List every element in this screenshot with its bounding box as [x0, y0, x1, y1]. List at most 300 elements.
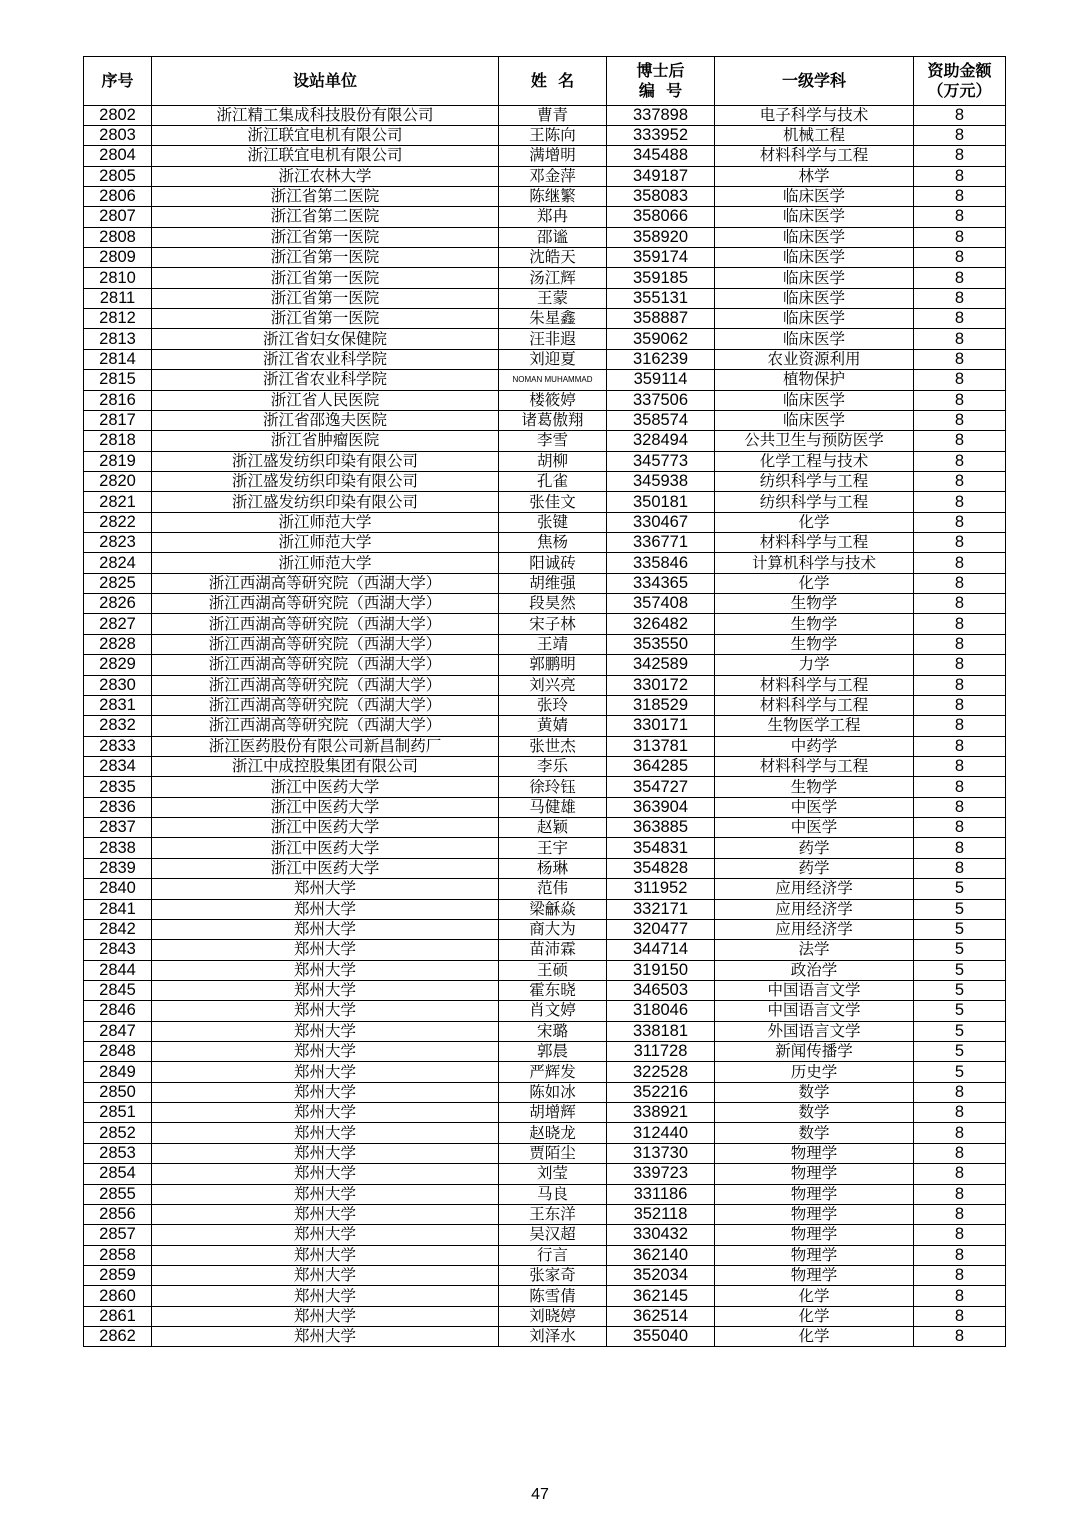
- cell-discipline: 中药学: [715, 736, 914, 756]
- cell-seq: 2852: [84, 1123, 152, 1143]
- cell-unit: 浙江省邵逸夫医院: [152, 410, 499, 430]
- cell-seq: 2825: [84, 573, 152, 593]
- cell-name: 王东洋: [499, 1204, 607, 1224]
- cell-seq: 2855: [84, 1184, 152, 1204]
- table-row: [84, 960, 1006, 980]
- table-row: [84, 695, 1006, 715]
- table-row: [84, 797, 1006, 817]
- cell-unit: 郑州大学: [152, 1143, 499, 1163]
- cell-postdoc-id: 353550: [607, 634, 715, 654]
- table-row: [84, 655, 1006, 675]
- table-row: [84, 1306, 1006, 1326]
- cell-seq: 2856: [84, 1204, 152, 1224]
- cell-seq: 2822: [84, 512, 152, 532]
- cell-amount: 8: [914, 1306, 1006, 1326]
- cell-postdoc-id: 362140: [607, 1245, 715, 1265]
- cell-name: 范伟: [499, 879, 607, 899]
- cell-discipline: 材料科学与工程: [715, 675, 914, 695]
- cell-postdoc-id: 358083: [607, 186, 715, 206]
- cell-unit: 浙江联宜电机有限公司: [152, 125, 499, 145]
- cell-seq: 2808: [84, 227, 152, 247]
- cell-seq: 2858: [84, 1245, 152, 1265]
- cell-amount: 5: [914, 1001, 1006, 1021]
- cell-seq: 2802: [84, 105, 152, 125]
- table-row: [84, 1001, 1006, 1021]
- cell-amount: 8: [914, 533, 1006, 553]
- cell-seq: 2821: [84, 492, 152, 512]
- cell-name: 杨琳: [499, 858, 607, 878]
- cell-amount: 5: [914, 980, 1006, 1000]
- cell-amount: 8: [914, 695, 1006, 715]
- cell-discipline: 化学: [715, 573, 914, 593]
- cell-postdoc-id: 311952: [607, 879, 715, 899]
- cell-amount: 8: [914, 1103, 1006, 1123]
- header-amount-line2: （万元）: [927, 80, 992, 100]
- cell-amount: 8: [914, 736, 1006, 756]
- cell-discipline: 应用经济学: [715, 879, 914, 899]
- table-row: [84, 634, 1006, 654]
- table-row: [84, 716, 1006, 736]
- cell-seq: 2823: [84, 533, 152, 553]
- cell-unit: 浙江西湖高等研究院（西湖大学）: [152, 573, 499, 593]
- cell-postdoc-id: 359062: [607, 329, 715, 349]
- cell-postdoc-id: 358574: [607, 410, 715, 430]
- header-name: 姓 名: [499, 57, 607, 106]
- cell-unit: 浙江中医药大学: [152, 858, 499, 878]
- cell-amount: 8: [914, 838, 1006, 858]
- cell-seq: 2832: [84, 716, 152, 736]
- header-discipline: 一级学科: [715, 57, 914, 106]
- cell-seq: 2805: [84, 166, 152, 186]
- cell-postdoc-id: 330172: [607, 675, 715, 695]
- cell-seq: 2812: [84, 309, 152, 329]
- cell-postdoc-id: 345773: [607, 451, 715, 471]
- cell-name: 王靖: [499, 634, 607, 654]
- cell-name: 黄婧: [499, 716, 607, 736]
- cell-discipline: 物理学: [715, 1265, 914, 1285]
- cell-name: 赵晓龙: [499, 1123, 607, 1143]
- cell-amount: 8: [914, 757, 1006, 777]
- cell-unit: 郑州大学: [152, 1062, 499, 1082]
- cell-discipline: 力学: [715, 655, 914, 675]
- cell-unit: 浙江师范大学: [152, 512, 499, 532]
- cell-name: 刘晓婷: [499, 1306, 607, 1326]
- cell-postdoc-id: 342589: [607, 655, 715, 675]
- cell-amount: 8: [914, 594, 1006, 614]
- page-number: 47: [531, 1486, 549, 1503]
- cell-seq: 2817: [84, 410, 152, 430]
- cell-unit: 郑州大学: [152, 1164, 499, 1184]
- cell-unit: 郑州大学: [152, 1123, 499, 1143]
- cell-postdoc-id: 352216: [607, 1082, 715, 1102]
- cell-amount: 8: [914, 227, 1006, 247]
- cell-seq: 2811: [84, 288, 152, 308]
- table-row: [84, 125, 1006, 145]
- cell-unit: 浙江省第一医院: [152, 227, 499, 247]
- cell-postdoc-id: 358887: [607, 309, 715, 329]
- cell-name: 满增明: [499, 146, 607, 166]
- cell-unit: 郑州大学: [152, 1021, 499, 1041]
- cell-discipline: 材料科学与工程: [715, 146, 914, 166]
- cell-seq: 2843: [84, 940, 152, 960]
- cell-discipline: 药学: [715, 838, 914, 858]
- table-row: [84, 573, 1006, 593]
- cell-discipline: 林学: [715, 166, 914, 186]
- cell-discipline: 材料科学与工程: [715, 695, 914, 715]
- cell-postdoc-id: 328494: [607, 431, 715, 451]
- cell-unit: 浙江西湖高等研究院（西湖大学）: [152, 655, 499, 675]
- cell-seq: 2834: [84, 757, 152, 777]
- cell-seq: 2816: [84, 390, 152, 410]
- table-row: [84, 268, 1006, 288]
- cell-amount: 8: [914, 818, 1006, 838]
- cell-discipline: 应用经济学: [715, 919, 914, 939]
- cell-amount: 5: [914, 940, 1006, 960]
- cell-unit: 浙江省农业科学院: [152, 370, 499, 390]
- cell-discipline: 政治学: [715, 960, 914, 980]
- cell-unit: 浙江省肿瘤医院: [152, 431, 499, 451]
- table-row: [84, 553, 1006, 573]
- cell-unit: 郑州大学: [152, 1103, 499, 1123]
- cell-unit: 浙江西湖高等研究院（西湖大学）: [152, 614, 499, 634]
- cell-amount: 8: [914, 471, 1006, 491]
- cell-discipline: 生物学: [715, 614, 914, 634]
- cell-name: 曹青: [499, 105, 607, 125]
- cell-unit: 浙江师范大学: [152, 533, 499, 553]
- cell-name: 肖文婷: [499, 1001, 607, 1021]
- table-row: [84, 980, 1006, 1000]
- cell-postdoc-id: 312440: [607, 1123, 715, 1143]
- cell-unit: 郑州大学: [152, 1184, 499, 1204]
- cell-amount: 8: [914, 512, 1006, 532]
- cell-seq: 2854: [84, 1164, 152, 1184]
- cell-seq: 2813: [84, 329, 152, 349]
- cell-name: 诸葛傲翔: [499, 410, 607, 430]
- cell-amount: 8: [914, 675, 1006, 695]
- cell-postdoc-id: 358920: [607, 227, 715, 247]
- cell-amount: 8: [914, 858, 1006, 878]
- cell-unit: 郑州大学: [152, 1245, 499, 1265]
- cell-postdoc-id: 330432: [607, 1225, 715, 1245]
- cell-seq: 2803: [84, 125, 152, 145]
- cell-discipline: 材料科学与工程: [715, 757, 914, 777]
- table-row: [84, 288, 1006, 308]
- cell-postdoc-id: 338921: [607, 1103, 715, 1123]
- cell-seq: 2837: [84, 818, 152, 838]
- cell-unit: 浙江盛发纺织印染有限公司: [152, 451, 499, 471]
- cell-seq: 2818: [84, 431, 152, 451]
- cell-amount: 8: [914, 451, 1006, 471]
- cell-unit: 郑州大学: [152, 899, 499, 919]
- cell-unit: 浙江中医药大学: [152, 838, 499, 858]
- cell-amount: 8: [914, 1327, 1006, 1347]
- cell-name: 陈雪倩: [499, 1286, 607, 1306]
- cell-name: 马健雄: [499, 797, 607, 817]
- cell-seq: 2862: [84, 1327, 152, 1347]
- cell-amount: 8: [914, 1286, 1006, 1306]
- table-row: [84, 410, 1006, 430]
- cell-name: 宋璐: [499, 1021, 607, 1041]
- cell-name: NOMAN MUHAMMAD: [499, 370, 607, 390]
- cell-name: 汪非遐: [499, 329, 607, 349]
- cell-discipline: 物理学: [715, 1225, 914, 1245]
- cell-discipline: 物理学: [715, 1143, 914, 1163]
- table-body: [84, 105, 1006, 1347]
- cell-postdoc-id: 354828: [607, 858, 715, 878]
- cell-postdoc-id: 333952: [607, 125, 715, 145]
- cell-unit: 浙江省人民医院: [152, 390, 499, 410]
- cell-seq: 2847: [84, 1021, 152, 1041]
- cell-name: 焦杨: [499, 533, 607, 553]
- table-row: [84, 919, 1006, 939]
- cell-seq: 2838: [84, 838, 152, 858]
- table-row: [84, 757, 1006, 777]
- cell-amount: 8: [914, 207, 1006, 227]
- cell-name: 刘迎夏: [499, 349, 607, 369]
- cell-postdoc-id: 363904: [607, 797, 715, 817]
- cell-amount: 8: [914, 166, 1006, 186]
- cell-seq: 2830: [84, 675, 152, 695]
- table-row: [84, 1062, 1006, 1082]
- cell-discipline: 中医学: [715, 797, 914, 817]
- cell-unit: 浙江精工集成科技股份有限公司: [152, 105, 499, 125]
- table-row: [84, 248, 1006, 268]
- table-row: [84, 675, 1006, 695]
- cell-unit: 郑州大学: [152, 1001, 499, 1021]
- cell-seq: 2842: [84, 919, 152, 939]
- cell-name: 邵谧: [499, 227, 607, 247]
- cell-postdoc-id: 352118: [607, 1204, 715, 1224]
- table-row: [84, 818, 1006, 838]
- cell-seq: 2844: [84, 960, 152, 980]
- cell-unit: 郑州大学: [152, 1306, 499, 1326]
- cell-postdoc-id: 354727: [607, 777, 715, 797]
- table-row: [84, 390, 1006, 410]
- cell-seq: 2807: [84, 207, 152, 227]
- header-postdoc-id-line2: 编 号: [638, 80, 683, 100]
- table-row: [84, 1286, 1006, 1306]
- cell-amount: 5: [914, 879, 1006, 899]
- header-amount-line1: 资助金额: [927, 60, 992, 80]
- cell-unit: 郑州大学: [152, 1225, 499, 1245]
- cell-name: 张世杰: [499, 736, 607, 756]
- cell-unit: 郑州大学: [152, 960, 499, 980]
- cell-discipline: 新闻传播学: [715, 1042, 914, 1062]
- cell-postdoc-id: 349187: [607, 166, 715, 186]
- cell-discipline: 临床医学: [715, 329, 914, 349]
- cell-name: 郭鹏明: [499, 655, 607, 675]
- cell-name: 郑冉: [499, 207, 607, 227]
- table-row: [84, 1082, 1006, 1102]
- cell-amount: 5: [914, 1062, 1006, 1082]
- cell-amount: 8: [914, 1143, 1006, 1163]
- cell-discipline: 临床医学: [715, 390, 914, 410]
- cell-amount: 5: [914, 899, 1006, 919]
- header-seq: 序号: [84, 57, 152, 106]
- table-row: [84, 777, 1006, 797]
- cell-discipline: 药学: [715, 858, 914, 878]
- cell-seq: 2810: [84, 268, 152, 288]
- cell-discipline: 数学: [715, 1082, 914, 1102]
- table-row: [84, 1184, 1006, 1204]
- cell-seq: 2820: [84, 471, 152, 491]
- cell-amount: 8: [914, 125, 1006, 145]
- cell-postdoc-id: 357408: [607, 594, 715, 614]
- cell-discipline: 临床医学: [715, 227, 914, 247]
- cell-postdoc-id: 354831: [607, 838, 715, 858]
- cell-amount: 8: [914, 553, 1006, 573]
- cell-postdoc-id: 318529: [607, 695, 715, 715]
- cell-discipline: 应用经济学: [715, 899, 914, 919]
- cell-seq: 2806: [84, 186, 152, 206]
- cell-discipline: 中国语言文学: [715, 1001, 914, 1021]
- table-row: [84, 1327, 1006, 1347]
- cell-discipline: 化学: [715, 1306, 914, 1326]
- cell-name: 胡维强: [499, 573, 607, 593]
- cell-unit: 浙江省第一医院: [152, 309, 499, 329]
- cell-amount: 8: [914, 186, 1006, 206]
- cell-seq: 2827: [84, 614, 152, 634]
- cell-discipline: 计算机科学与技术: [715, 553, 914, 573]
- cell-name: 楼筱婷: [499, 390, 607, 410]
- cell-name: 李乐: [499, 757, 607, 777]
- table-row: [84, 940, 1006, 960]
- cell-name: 张家奇: [499, 1265, 607, 1285]
- cell-name: 刘莹: [499, 1164, 607, 1184]
- cell-seq: 2859: [84, 1265, 152, 1285]
- cell-postdoc-id: 313781: [607, 736, 715, 756]
- cell-discipline: 生物学: [715, 594, 914, 614]
- cell-name: 行言: [499, 1245, 607, 1265]
- table-row: [84, 512, 1006, 532]
- cell-seq: 2815: [84, 370, 152, 390]
- cell-unit: 郑州大学: [152, 1082, 499, 1102]
- cell-name: 贾陌尘: [499, 1143, 607, 1163]
- cell-seq: 2824: [84, 553, 152, 573]
- cell-unit: 浙江省第一医院: [152, 268, 499, 288]
- table-header-row: [84, 57, 1006, 106]
- cell-amount: 8: [914, 268, 1006, 288]
- cell-seq: 2828: [84, 634, 152, 654]
- cell-amount: 8: [914, 716, 1006, 736]
- cell-unit: 浙江师范大学: [152, 553, 499, 573]
- cell-name: 梁龢焱: [499, 899, 607, 919]
- table-row: [84, 146, 1006, 166]
- cell-discipline: 机械工程: [715, 125, 914, 145]
- cell-seq: 2819: [84, 451, 152, 471]
- table-row: [84, 594, 1006, 614]
- cell-name: 阳诚砖: [499, 553, 607, 573]
- cell-amount: 8: [914, 1184, 1006, 1204]
- cell-postdoc-id: 345488: [607, 146, 715, 166]
- cell-name: 吴汉超: [499, 1225, 607, 1245]
- cell-seq: 2845: [84, 980, 152, 1000]
- cell-unit: 浙江省第一医院: [152, 248, 499, 268]
- cell-name: 郭晨: [499, 1042, 607, 1062]
- cell-discipline: 纺织科学与工程: [715, 492, 914, 512]
- cell-name: 王蒙: [499, 288, 607, 308]
- cell-amount: 8: [914, 1164, 1006, 1184]
- cell-seq: 2851: [84, 1103, 152, 1123]
- cell-postdoc-id: 332171: [607, 899, 715, 919]
- cell-seq: 2826: [84, 594, 152, 614]
- cell-unit: 浙江盛发纺织印染有限公司: [152, 471, 499, 491]
- cell-name: 沈皓天: [499, 248, 607, 268]
- cell-seq: 2809: [84, 248, 152, 268]
- cell-seq: 2836: [84, 797, 152, 817]
- cell-postdoc-id: 355040: [607, 1327, 715, 1347]
- cell-unit: 浙江省第二医院: [152, 207, 499, 227]
- cell-amount: 8: [914, 1204, 1006, 1224]
- cell-postdoc-id: 359174: [607, 248, 715, 268]
- table-row: [84, 614, 1006, 634]
- cell-seq: 2857: [84, 1225, 152, 1245]
- cell-postdoc-id: 337506: [607, 390, 715, 410]
- cell-amount: 8: [914, 1123, 1006, 1143]
- table-row: [84, 1021, 1006, 1041]
- cell-discipline: 临床医学: [715, 186, 914, 206]
- table-row: [84, 879, 1006, 899]
- table-row: [84, 1103, 1006, 1123]
- table-row: [84, 1204, 1006, 1224]
- table-row: [84, 1143, 1006, 1163]
- cell-discipline: 生物医学工程: [715, 716, 914, 736]
- cell-postdoc-id: 339723: [607, 1164, 715, 1184]
- cell-name: 宋子林: [499, 614, 607, 634]
- cell-postdoc-id: 362145: [607, 1286, 715, 1306]
- cell-postdoc-id: 350181: [607, 492, 715, 512]
- cell-amount: 8: [914, 655, 1006, 675]
- cell-name: 徐玲钰: [499, 777, 607, 797]
- cell-discipline: 外国语言文学: [715, 1021, 914, 1041]
- cell-discipline: 临床医学: [715, 207, 914, 227]
- cell-discipline: 临床医学: [715, 248, 914, 268]
- cell-seq: 2860: [84, 1286, 152, 1306]
- cell-name: 刘兴亮: [499, 675, 607, 695]
- table-row: [84, 207, 1006, 227]
- cell-unit: 浙江省第二医院: [152, 186, 499, 206]
- funding-table: [83, 56, 1006, 1347]
- cell-amount: 8: [914, 431, 1006, 451]
- cell-postdoc-id: 338181: [607, 1021, 715, 1041]
- table-row: [84, 471, 1006, 491]
- cell-name: 陈继繁: [499, 186, 607, 206]
- cell-name: 段昊然: [499, 594, 607, 614]
- cell-postdoc-id: 316239: [607, 349, 715, 369]
- cell-unit: 浙江盛发纺织印染有限公司: [152, 492, 499, 512]
- cell-postdoc-id: 331186: [607, 1184, 715, 1204]
- cell-discipline: 公共卫生与预防医学: [715, 431, 914, 451]
- cell-seq: 2840: [84, 879, 152, 899]
- cell-postdoc-id: 326482: [607, 614, 715, 634]
- cell-amount: 5: [914, 960, 1006, 980]
- table-row: [84, 105, 1006, 125]
- cell-seq: 2829: [84, 655, 152, 675]
- table-row: [84, 329, 1006, 349]
- table-row: [84, 431, 1006, 451]
- cell-discipline: 中国语言文学: [715, 980, 914, 1000]
- cell-unit: 浙江中医药大学: [152, 818, 499, 838]
- cell-unit: 浙江西湖高等研究院（西湖大学）: [152, 634, 499, 654]
- cell-postdoc-id: 355131: [607, 288, 715, 308]
- cell-amount: 8: [914, 492, 1006, 512]
- table-row: [84, 451, 1006, 471]
- cell-unit: 郑州大学: [152, 980, 499, 1000]
- table-row: [84, 309, 1006, 329]
- cell-discipline: 化学工程与技术: [715, 451, 914, 471]
- cell-unit: 浙江西湖高等研究院（西湖大学）: [152, 594, 499, 614]
- table-row: [84, 1245, 1006, 1265]
